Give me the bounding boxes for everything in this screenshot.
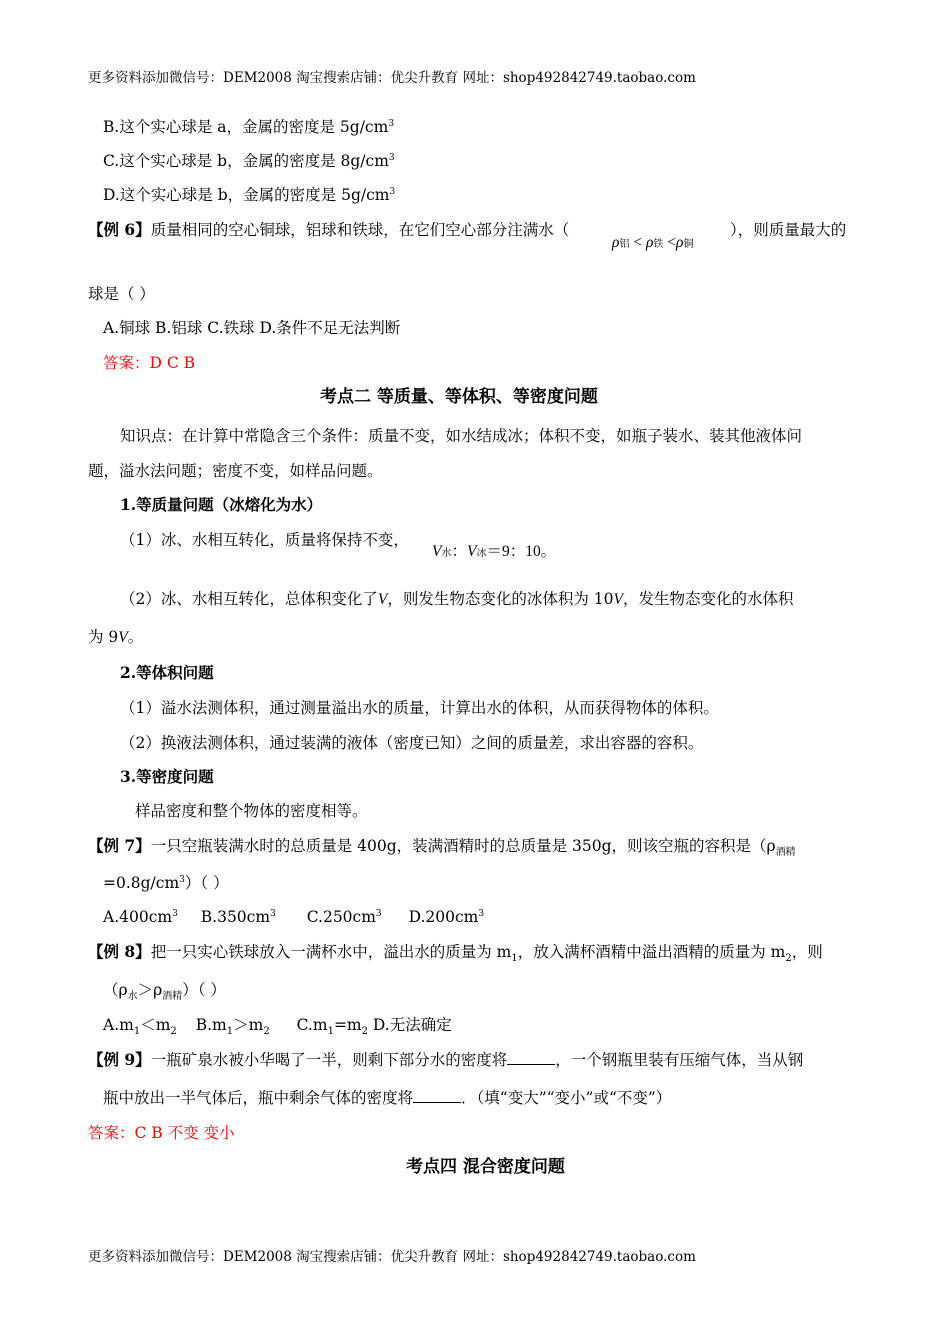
example-7-question-cont: $=0.8g/cm^3$）（ ）	[103, 874, 229, 892]
answer-blank-2	[413, 1088, 461, 1103]
subsection-1-item-1: （1）冰、水相互转化，质量将保持不变，	[120, 531, 409, 549]
section-2-title: 考点二 等质量、等体积、等密度问题	[320, 387, 598, 407]
density-inequality-formula: ρ铝 < ρ铁 <ρ铜	[612, 234, 694, 251]
option-b-prev: B.这个实心球是 a，金属的密度是 $5g/cm^3$	[103, 118, 395, 136]
knowledge-line-2: 题，溢水法问题；密度不变，如样品问题。	[88, 462, 383, 480]
example-7-options: $A.400cm^3$ $B.350cm^3$ $C.250cm^3$ $D.200cm^3$	[103, 908, 485, 926]
answer-1: 答案：D C B	[103, 354, 196, 372]
example-9-question: 【例 9】一瓶矿泉水被小华喝了一半，则剩下部分水的密度将 ，一个钢瓶里装有压缩气体，当从钢	[88, 1050, 804, 1069]
option-c-prev: C.这个实心球是 b，金属的密度是 $8g/cm^3$	[103, 152, 395, 170]
subsection-3-title: 3.等密度问题	[120, 767, 214, 786]
example-8-question-cont: $(\rho_水>\rho_{酒精})$（ ）	[103, 981, 226, 1003]
example-6-question-end: ），则质量最大的	[730, 221, 847, 239]
example-7-question: 【例 7】一只空瓶装满水时的总质量是 400g，装满酒精时的总质量是 350g，则该空瓶的容积是（$\rho_{酒精}$	[88, 836, 796, 859]
example-6-question: 【例 6】质量相同的空心铜球，铝球和铁球，在它们空心部分注满水（	[88, 220, 570, 239]
option-d-prev: D.这个实心球是 b，金属的密度是 $5g/cm^3$	[103, 186, 396, 204]
answer-blank-1	[507, 1050, 555, 1065]
section-4-title: 考点四 混合密度问题	[406, 1157, 565, 1177]
subsection-2-title: 2.等体积问题	[120, 663, 214, 682]
volume-ratio-formula: V水：V冰＝9：10。	[432, 543, 557, 560]
page-footer: 更多资料添加微信号：DEM2008 淘宝搜索店铺：优尖升教育 网址：shop492842749.taobao.com	[88, 1249, 696, 1265]
example-6-question-cont: 球是（ ）	[88, 285, 155, 303]
subsection-1-item-2: （2）冰、水相互转化，总体积变化了V，则发生物态变化的冰体积为 10V，发生物态变化的水体积	[120, 590, 794, 608]
subsection-2-item-1: （1）溢水法测体积，通过测量溢出水的质量，计算出水的体积，从而获得物体的体积。	[120, 699, 719, 717]
subsection-1-title: 1.等质量问题（冰熔化为水）	[120, 495, 323, 514]
knowledge-line-1: 知识点：在计算中常隐含三个条件：质量不变，如水结成冰；体积不变，如瓶子装水、装其他液体问	[120, 427, 803, 445]
example-9-question-cont: 瓶中放出一半气体后，瓶中剩余气体的密度将 ．（填“变大”“变小”或“不变”）	[103, 1089, 672, 1107]
answer-2: 答案：C B 不变 变小	[88, 1124, 235, 1142]
subsection-1-item-2-cont: 为 9V。	[88, 628, 144, 646]
subsection-2-item-2: （2）换液法测体积，通过装满的液体（密度已知）之间的质量差，求出容器的容积。	[120, 734, 704, 752]
subsection-3-text: 样品密度和整个物体的密度相等。	[135, 802, 368, 820]
example-8-question: 【例 8】把一只实心铁球放入一满杯水中，溢出水的质量为 $m_1$，放入满杯酒精中溢出酒精的质量为 $m_2$，则	[88, 942, 823, 965]
page-header: 更多资料添加微信号：DEM2008 淘宝搜索店铺：优尖升教育 网址：shop492842749.taobao.com	[88, 70, 696, 86]
example-6-options: A.铜球 B.铝球 C.铁球 D.条件不足无法判断	[103, 319, 401, 337]
example-8-options: $A.m_1<m_2$ $B.m_1>m_2$ $C.m_1=m_2$ D.无法确定	[103, 1016, 452, 1038]
